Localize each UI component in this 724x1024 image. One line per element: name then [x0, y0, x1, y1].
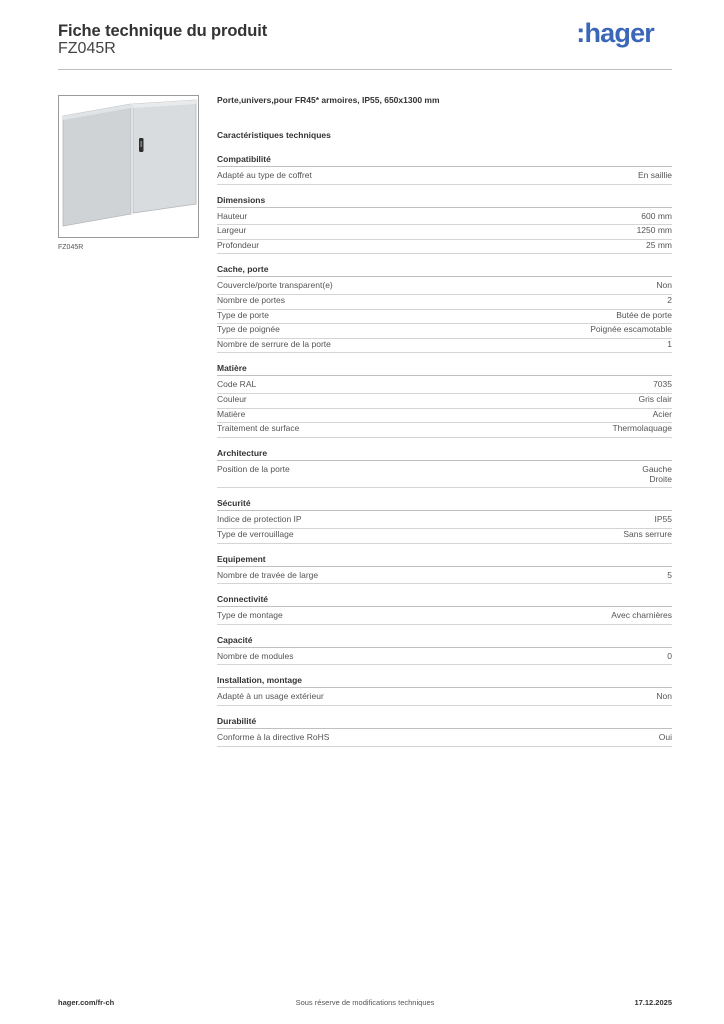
section-title: Dimensions — [217, 195, 672, 208]
spec-value — [667, 295, 672, 305]
spec-row — [217, 280, 672, 295]
spec-value-line: En saillie — [637, 170, 672, 180]
spec-label: Adapté à un usage extérieur — [217, 691, 324, 702]
spec-value — [641, 211, 672, 221]
spec-value-line: 5 — [667, 569, 672, 580]
spec-value — [616, 310, 672, 320]
spec-value-line: Oui — [658, 732, 672, 742]
spec-value-line: 1 — [667, 338, 672, 349]
spec-value-line: Poignée escamotable — [590, 324, 672, 335]
spec-row — [217, 295, 672, 310]
spec-value — [612, 423, 672, 433]
spec-value-line: Droite — [649, 473, 672, 484]
spec-value — [659, 732, 672, 742]
spec-row — [217, 310, 672, 325]
spec-label: Nombre de travée de large — [217, 569, 319, 580]
spec-row — [217, 225, 672, 240]
spec-value-line: IP55 — [654, 514, 672, 525]
spec-value — [590, 324, 672, 334]
spec-value-line: Gris clair — [638, 394, 672, 404]
spec-row — [217, 423, 672, 438]
spec-row — [217, 691, 672, 706]
spec-label: Hauteur — [217, 210, 248, 221]
spec-label: Adapté au type de coffret — [217, 170, 312, 180]
spec-row — [217, 240, 672, 255]
spec-value — [653, 379, 672, 389]
specs-heading: Caractéristiques techniques — [217, 130, 331, 140]
spec-value — [656, 691, 672, 701]
footer-disclaimer: Sous réserve de modifications techniques — [295, 998, 435, 1007]
image-caption: FZ045R — [58, 244, 84, 251]
section-title: Capacité — [217, 635, 672, 648]
footer-date: 17.12.2025 — [634, 998, 672, 1007]
spec-value-line: Butée de porte — [616, 309, 672, 320]
spec-value-line: Non — [656, 691, 672, 702]
spec-value — [638, 170, 672, 180]
spec-value-line: 0 — [667, 650, 672, 661]
spec-value — [642, 464, 672, 484]
spec-value — [656, 280, 672, 290]
spec-row — [217, 529, 672, 544]
section-title: Matière — [217, 363, 672, 376]
spec-value — [667, 651, 672, 661]
spec-label: Type de porte — [217, 309, 269, 320]
spec-value-line: Acier — [652, 408, 672, 419]
section-title: Compatibilité — [217, 154, 672, 167]
spec-row — [217, 394, 672, 409]
spec-label: Profondeur — [217, 239, 260, 250]
spec-label: Position de la porte — [217, 463, 290, 474]
spec-value — [655, 514, 673, 524]
spec-label: Type de verrouillage — [217, 529, 294, 539]
product-image — [58, 95, 199, 238]
spec-value — [623, 529, 672, 539]
section-title: Architecture — [217, 448, 672, 461]
spec-value-line: Avec charnières — [611, 610, 672, 621]
spec-row — [217, 732, 672, 747]
section-title: Connectivité — [217, 594, 672, 607]
spec-label: Largeur — [217, 225, 247, 236]
spec-row — [217, 211, 672, 226]
spec-label: Nombre de modules — [217, 650, 294, 661]
spec-label: Traitement de surface — [217, 423, 300, 434]
spec-row — [217, 610, 672, 625]
spec-row — [217, 409, 672, 424]
spec-value — [611, 610, 672, 620]
cabinet-door-pair-icon — [59, 96, 198, 237]
spec-value — [646, 240, 672, 250]
spec-value — [637, 225, 672, 235]
spec-label: Conforme à la directive RoHS — [217, 732, 330, 742]
spec-row — [217, 651, 672, 666]
section-title: Cache, porte — [217, 264, 672, 277]
product-description: Porte,univers,pour FR45* armoires, IP55, 650x1300 mm — [217, 95, 440, 105]
spec-row — [217, 464, 672, 489]
section-title: Durabilité — [217, 716, 672, 729]
section-title: Sécurité — [217, 498, 672, 511]
section-title: Installation, montage — [217, 675, 672, 688]
spec-row — [217, 570, 672, 585]
spec-row — [217, 514, 672, 529]
spec-value-line: 2 — [667, 295, 672, 305]
product-code: FZ045R — [58, 40, 116, 57]
spec-label: Code RAL — [217, 379, 257, 390]
spec-value — [667, 339, 672, 349]
spec-value-line: 600 mm — [641, 210, 672, 221]
spec-value-line: 25 mm — [646, 239, 672, 250]
spec-label: Type de poignée — [217, 324, 280, 335]
spec-row — [217, 339, 672, 354]
hager-logo: :hager — [576, 18, 654, 48]
spec-row — [217, 170, 672, 185]
spec-value — [653, 409, 672, 419]
spec-row — [217, 324, 672, 339]
spec-value-line: Thermolaquage — [612, 423, 672, 434]
spec-value-line: Gauche — [642, 463, 672, 474]
spec-value-line: 1250 mm — [636, 225, 672, 236]
spec-value-line: Sans serrure — [623, 529, 672, 539]
spec-value-line: Non — [656, 280, 672, 291]
spec-value-line: 7035 — [653, 379, 672, 390]
footer-website: hager.com/fr-ch — [58, 998, 115, 1007]
spec-label: Couleur — [217, 394, 247, 404]
spec-label: Indice de protection IP — [217, 514, 302, 525]
page-header — [58, 20, 672, 70]
header-divider — [58, 69, 672, 70]
document-title: Fiche technique du produit — [58, 22, 268, 40]
spec-value — [667, 570, 672, 580]
spec-value — [638, 394, 672, 404]
section-title: Equipement — [217, 554, 672, 567]
spec-label: Nombre de serrure de la porte — [217, 338, 331, 349]
spec-label: Matière — [217, 408, 246, 419]
spec-row — [217, 379, 672, 394]
spec-label: Type de montage — [217, 610, 283, 621]
spec-label: Couvercle/porte transparent(e) — [217, 280, 333, 291]
spec-label: Nombre de portes — [217, 295, 286, 305]
